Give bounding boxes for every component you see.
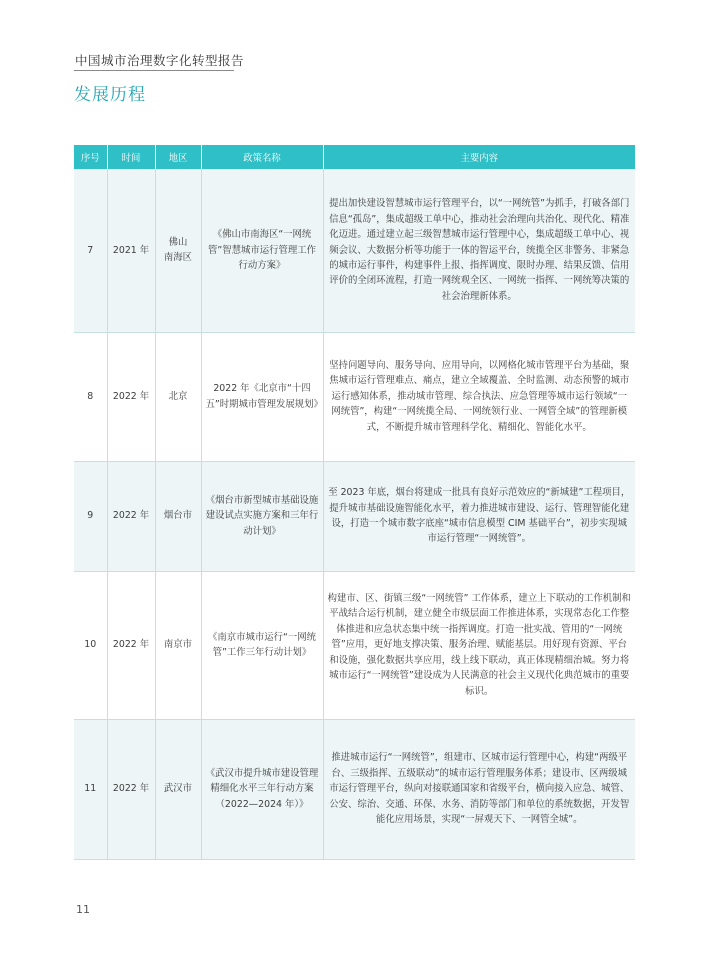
row-policy-name: 《武汉市提升城市建设管理精细化水平三年行动方案（2022—2024 年）》	[201, 719, 323, 859]
title-underline	[74, 70, 234, 71]
row-number: 8	[74, 332, 107, 461]
row-time: 2022 年	[107, 332, 155, 461]
row-number: 7	[74, 169, 107, 332]
table-row	[74, 719, 635, 859]
column-header-time: 时间	[107, 145, 155, 169]
row-main-content: 坚持问题导向、服务导向、应用导向，以网格化城市管理平台为基础，聚焦城市运行管理难点、痛点，建立全域覆盖、全时监测、动态预警的城市运行感知体系，推动城市管理、综合执法、应急管理等城市运行领域“一网统管”，构建“一网统揽全局、一网统领行业、一网管全域”的管理新模式，不断提升城市管理科学化、精细化、智能化水平。	[323, 332, 635, 461]
row-main-content: 构建市、区、街镇三级“一网统管” 工作体系，建立上下联动的工作机制和平战结合运行机制，建立健全市级层面工作推进体系，实现常态化工作整体推进和应急状态集中统一指挥调度。打造一批实战、管用的“一网统管”应用，更好地支撑决策、服务治理、赋能基层。用好现有资源、平台和设施，强化数据共享应用，线上线下联动，真正体现精细治城。努力将城市运行“一网统管”建设成为人民满意的社会主义现代化典范城市的重要标识。	[323, 571, 635, 719]
row-time: 2021 年	[107, 169, 155, 332]
row-main-content: 提出加快建设智慧城市运行管理平台，以“一网统管”为抓手，打破各部门信息“孤岛”，集成超级工单中心，推动社会治理向共治化、现代化、精准化迈进。通过建立起三级智慧城市运行管理中心，集成超级工单中心、视频会议、大数据分析等功能于一体的智运平台，统揽全区非警务、非紧急的城市运行事件，构建事件上报、指挥调度、限时办理、结果反馈、信用评价的全闭环流程，打造一网统观全区、一网统一指挥、一网统筹决策的社会治理新体系。	[323, 169, 635, 332]
row-region: 南京市	[155, 571, 201, 719]
table-row	[74, 332, 635, 461]
column-header-policy: 政策名称	[201, 145, 323, 169]
column-header-content: 主要内容	[323, 145, 635, 169]
row-number: 10	[74, 571, 107, 719]
report-title: 中国城市治理数字化转型报告	[75, 53, 245, 68]
row-number: 11	[74, 719, 107, 859]
page-number: 11	[76, 903, 90, 916]
table-row	[74, 169, 635, 332]
row-region: 佛山 南海区	[155, 169, 201, 332]
column-header-no: 序号	[74, 145, 107, 169]
row-region: 武汉市	[155, 719, 201, 859]
row-policy-name: 2022 年《北京市“十四五”时期城市管理发展规划》	[201, 332, 323, 461]
row-region: 北京	[155, 332, 201, 461]
row-main-content: 至 2023 年底，烟台将建成一批具有良好示范效应的“新城建”工程项目，提升城市基础设施智能化水平，着力推进城市建设、运行、管理智能化建设，打造一个城市数字底座“城市信息模型 CIM 基础平台”，初步实现城市运行管理“一网统管”。	[323, 461, 635, 571]
row-time: 2022 年	[107, 461, 155, 571]
table-row	[74, 461, 635, 571]
row-number: 9	[74, 461, 107, 571]
row-policy-name: 《南京市城市运行“一网统管”工作三年行动计划》	[201, 571, 323, 719]
section-title: 发展历程	[74, 85, 146, 105]
row-policy-name: 《佛山市南海区“一网统管”智慧城市运行管理工作行动方案》	[201, 169, 323, 332]
column-header-region: 地区	[155, 145, 201, 169]
row-main-content: 推进城市运行“一网统管”，组建市、区城市运行管理中心，构建“两级平台、三级指挥、五级联动”的城市运行管理服务体系；建设市、区两级城市运行管理平台，纵向对接联通国家和省级平台，横向接入应急、城管、公安、综治、交通、环保、水务、消防等部门和单位的系统数据，开发智能化应用场景，实现“一屏观天下、一网管全城”。	[323, 719, 635, 859]
row-policy-name: 《烟台市新型城市基础设施建设试点实施方案和三年行动计划》	[201, 461, 323, 571]
table-header-row	[74, 145, 635, 169]
table-row	[74, 571, 635, 719]
row-time: 2022 年	[107, 719, 155, 859]
row-time: 2022 年	[107, 571, 155, 719]
row-region: 烟台市	[155, 461, 201, 571]
policy-table	[74, 145, 635, 860]
